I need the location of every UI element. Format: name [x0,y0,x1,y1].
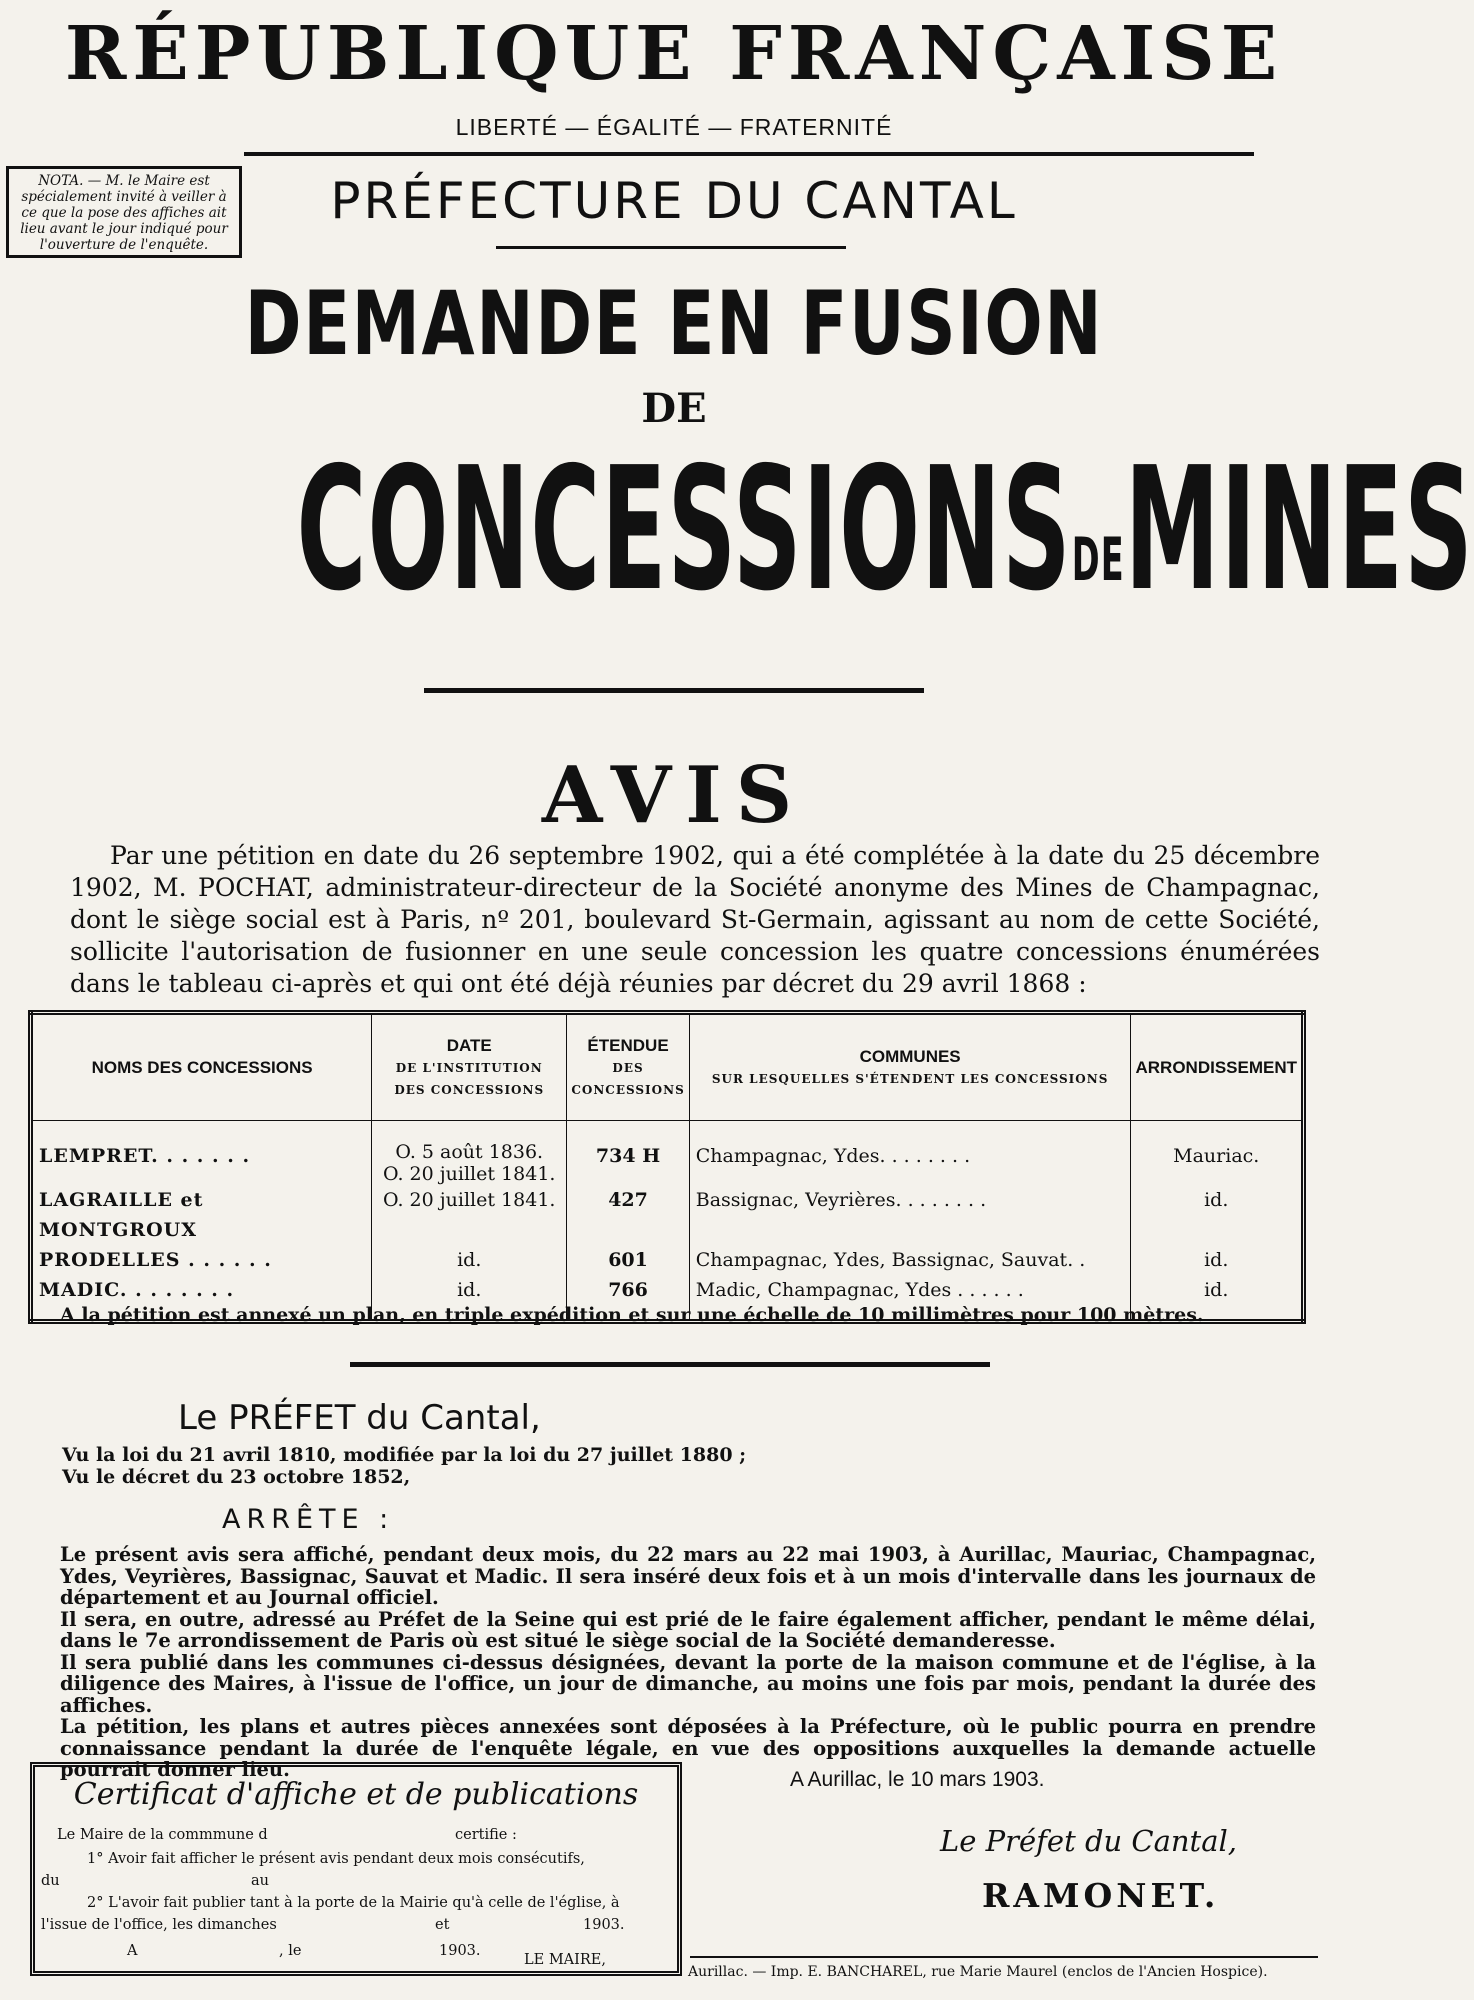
row-communes: Champagnac, Ydes, Bassignac, Sauvat. . [689,1245,1131,1275]
vu-block [62,1444,746,1488]
certificat-line: et [435,1917,450,1933]
article: Il sera publié dans les communes ci-dessus désignées, devant la porte de la maison commune et de l'église, à la diligence des Maires, à l'issue de l'office, un jour de dimanche, au moins une fois par mois, pendant la durée des affiches. [60,1650,1316,1717]
printer-rule [690,1956,1318,1958]
signature-name: RAMONET. [982,1876,1220,1915]
printer-credit: Aurillac. — Imp. E. BANCHAREL, rue Marie Maurel (enclos de l'Ancien Hospice). [688,1964,1268,1980]
row-arrondissement: id. [1131,1245,1304,1275]
prefecture-title: PRÉFECTURE DU CANTAL [330,172,1018,230]
header-names: NOMS DES CONCESSIONS [31,1013,372,1121]
certificat-box [30,1762,682,1976]
certificat-line: Le Maire de la commmune d [57,1827,268,1843]
header-etendue: ÉTENDUE DES CONCESSIONS [567,1013,689,1121]
table-row [31,1245,1304,1275]
certificat-line: 2° L'avoir fait publier tant à la porte de la Mairie qu'à celle de l'église, à [87,1895,620,1911]
heading-de: DE [641,385,707,432]
vu-line: Vu la loi du 21 avril 1810, modifiée par la loi du 27 juillet 1880 ; [62,1444,747,1466]
row-date-1: O. 5 août 1836. [395,1141,544,1163]
article: Il sera, en outre, adressé au Préfet de la Seine qui est prié de le faire également afficher, pendant le même délai, dans le 7e arrondissement de Paris où est situé le siège social de la Société demanderesse. [60,1607,1316,1652]
heading-concessions [296,430,1474,660]
prefet-title: Le PRÉFET du Cantal, [178,1398,541,1438]
certificat-line: 1° Avoir fait afficher le présent avis pendant deux mois consécutifs, [87,1851,585,1867]
concessions-table [28,1010,1306,1324]
row-date [372,1121,567,1186]
avis-title: AVIS [541,750,807,841]
row-etendue: 601 [567,1245,689,1275]
row-communes: Madic, Champagnac, Ydes . . . . . . [689,1275,1131,1322]
certificat-line: A [127,1943,138,1959]
certificat-line: l'issue de l'office, les dimanches [41,1917,277,1933]
annexe-rule [350,1362,990,1367]
header-arrondissement: ARRONDISSEMENT [1131,1013,1304,1121]
article: La pétition, les plans et autres pièces annexées sont déposées à la Préfecture, où le public pourra en prendre connaissance pendant la durée de l'enquête légale, en vue des oppositions auxquelles la demande actuelle pourrait donner lieu. [60,1715,1316,1781]
header-date: DATE DE L'INSTITUTION DES CONCESSIONS [372,1013,567,1121]
heading-concessions-word: CONCESSIONS [296,431,1072,629]
certificat-title: Certificat d'affiche et de publications [73,1777,639,1812]
certificat-line: certifie : [455,1827,517,1843]
heading-demande: DEMANDE EN FUSION [244,272,1104,375]
row-arrondissement: id. [1131,1185,1304,1245]
heading-concessions-de: DE [1071,525,1125,595]
certificat-maire: LE MAIRE, [524,1952,606,1968]
petition-text: Par une pétition en date du 26 septembre 1902, qui a été complétée à la date du 25 décembre 1902, M. POCHAT, administrateur-directeur de la Société anonyme des Mines de Champagnac, dont le siège social est à Paris, nº 201, boulevard St-Germain, agissant au nom de cette Société, sollicite l'autorisation de fusionner en une seule concession les quatre concessions énumérées dans le tableau ci-après et qui ont été déjà réunies par décret du 29 avril 1868 : [70,841,1320,998]
header-communes: COMMUNES SUR LESQUELLES S'ÉTENDENT LES CONCESSIONS [689,1013,1131,1121]
row-name: PRODELLES . . . . . . [31,1245,372,1275]
table-row [31,1185,1304,1245]
row-arrondissement: Mauriac. [1131,1121,1304,1186]
table-header-row [31,1013,1304,1121]
certificat-line: 1903. [583,1917,625,1933]
vu-line: Vu le décret du 23 octobre 1852, [62,1466,411,1488]
table-row [31,1121,1304,1186]
certificat-line: 1903. [439,1943,481,1959]
article: Le présent avis sera affiché, pendant deux mois, du 22 mars au 22 mai 1903, à Aurillac, Mauriac, Champagnac, Ydes, Veyrières, Bassignac, Sauvat et Madic. Il sera inséré deux fois et à un mois d'intervalle dans les journaux de département et au Journal officiel. [60,1543,1316,1609]
certificat-line: au [251,1873,269,1889]
header-rule [244,152,1254,156]
row-name: MADIC. . . . . . . . [31,1275,372,1322]
date-place: A Aurillac, le 10 mars 1903. [790,1768,1045,1791]
row-arrondissement: id. [1131,1275,1304,1322]
certificat-line: , le [279,1943,302,1959]
republic-motto: LIBERTÉ — ÉGALITÉ — FRATERNITÉ [455,114,893,140]
row-date-2: O. 20 juillet 1841. [383,1163,556,1185]
row-etendue: 766 [567,1275,689,1322]
arrete-title: ARRÊTE : [222,1504,395,1535]
articles-block [60,1544,1316,1781]
row-name: LEMPRET. . . . . . . [31,1121,372,1186]
heading-mines-word: MINES [1124,431,1474,629]
row-name: LAGRAILLE et MONTGROUX [31,1185,372,1245]
petition-paragraph [70,840,1320,1000]
nota-text: NOTA. — M. le Maire est spécialement invité à veiller à ce que la pose des affiches ait lieu avant le jour indiqué pour l'ouverture de l'enquête. [20,173,228,253]
row-date: O. 20 juillet 1841. [372,1185,567,1245]
row-date: id. [372,1245,567,1275]
row-etendue: 427 [567,1185,689,1245]
row-communes: Champagnac, Ydes. . . . . . . . [689,1121,1131,1186]
certificat-line: du [41,1873,60,1889]
annexe-note: A la pétition est annexé un plan, en triple expédition et sur une échelle de 10 millimètres pour 100 mètres. [60,1304,1204,1326]
heading-rule [424,688,924,693]
row-communes: Bassignac, Veyrières. . . . . . . . [689,1185,1131,1245]
row-date: id. [372,1275,567,1322]
prefecture-rule [496,246,846,249]
republic-title: RÉPUBLIQUE FRANÇAISE [64,11,1284,97]
row-etendue: 734 H [567,1121,689,1186]
signature-role: Le Préfet du Cantal, [940,1824,1237,1858]
